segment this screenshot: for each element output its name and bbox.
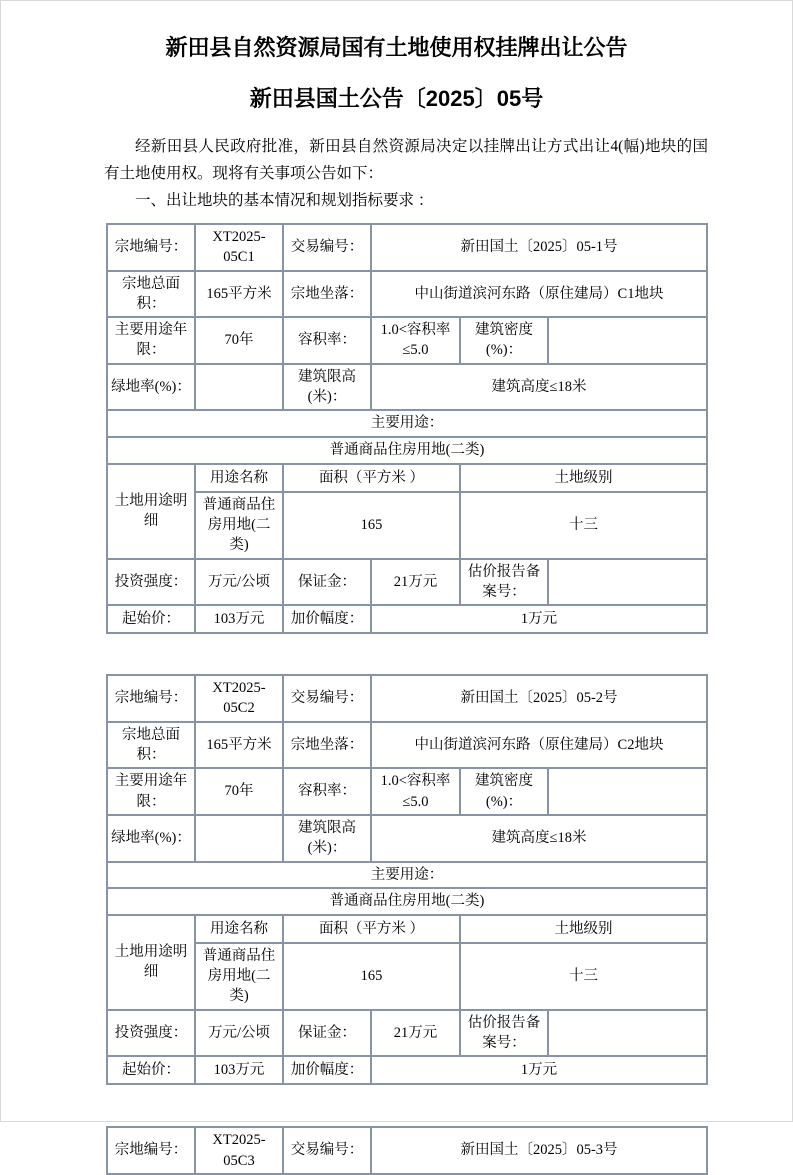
parcel-table-c2 — [106, 674, 708, 1085]
table-row — [107, 605, 707, 633]
height-limit-label: 建筑限高(米)： — [283, 815, 371, 862]
table-row — [107, 1010, 707, 1057]
document-body — [104, 133, 708, 1175]
transaction-no-value: 新田国土〔2025〕05-1号 — [371, 224, 707, 271]
land-grade-header: 土地级别 — [460, 464, 707, 492]
parcel-no-label: 宗地编号： — [107, 1127, 195, 1174]
tenure-label: 主要用途年限： — [107, 317, 195, 364]
start-price-label: 起始价： — [107, 1056, 195, 1084]
table-row — [107, 768, 707, 815]
section-heading: 一、出让地块的基本情况和规划指标要求 ： — [135, 192, 434, 209]
use-detail-label: 土地用途明细 — [107, 915, 195, 1010]
building-density-label: 建筑密度(%)： — [460, 768, 548, 815]
investment-value: 万元/公顷 — [195, 559, 283, 606]
height-limit-value: 建筑高度≤18米 — [371, 815, 707, 862]
table-row — [107, 722, 707, 769]
table-row — [107, 492, 707, 559]
table-row — [107, 1056, 707, 1084]
building-density-value — [548, 768, 707, 815]
table-row — [107, 559, 707, 606]
location-label: 宗地坐落： — [283, 271, 371, 318]
investment-label: 投资强度： — [107, 559, 195, 606]
table-row — [107, 862, 707, 888]
building-density-label: 建筑密度(%)： — [460, 317, 548, 364]
intro-paragraph: 经新田县人民政府批准，新田县自然资源局决定以挂牌出让方式出让4(幅)地块的国有土地使用权。现将有关事项公告如下： — [104, 138, 708, 182]
plot-ratio-label: 容积率： — [283, 768, 371, 815]
plot-ratio-label: 容积率： — [283, 317, 371, 364]
table-row — [107, 437, 707, 464]
location-value: 中山街道滨河东路（原住建局）C2地块 — [371, 722, 707, 769]
transaction-no-label: 交易编号： — [283, 675, 371, 722]
total-area-label: 宗地总面积： — [107, 271, 195, 318]
plot-ratio-value: 1.0<容积率≤5.0 — [371, 317, 460, 364]
table-row — [107, 1127, 707, 1174]
main-use-value-cell: 普通商品住房用地(二类) — [107, 888, 707, 915]
parcel-table-c3-partial — [106, 1126, 708, 1175]
total-area-label: 宗地总面积： — [107, 722, 195, 769]
table-row — [107, 888, 707, 915]
tenure-value: 70年 — [195, 317, 283, 364]
start-price-value: 103万元 — [195, 1056, 283, 1084]
investment-label: 投资强度： — [107, 1010, 195, 1057]
increment-value: 1万元 — [371, 1056, 707, 1084]
tenure-label: 主要用途年限： — [107, 768, 195, 815]
land-grade-value: 十三 — [460, 492, 707, 559]
detail-area-value: 165 — [283, 492, 460, 559]
table-row — [107, 410, 707, 436]
area-header: 面积（平方米 ） — [283, 464, 460, 492]
tenure-value: 70年 — [195, 768, 283, 815]
location-value: 中山街道滨河东路（原住建局）C1地块 — [371, 271, 707, 318]
greening-rate-label: 绿地率(%)： — [107, 815, 195, 862]
table-row — [107, 271, 707, 318]
area-header: 面积（平方米 ） — [283, 915, 460, 943]
main-use-label-cell: 主要用途： — [107, 410, 707, 436]
table-row — [107, 224, 707, 271]
land-grade-header: 土地级别 — [460, 915, 707, 943]
deposit-label: 保证金： — [283, 1010, 371, 1057]
deposit-value: 21万元 — [371, 559, 460, 606]
table-row — [107, 364, 707, 411]
appraisal-no-label: 估价报告备案号： — [460, 559, 548, 606]
increment-value: 1万元 — [371, 605, 707, 633]
parcel-no-value: XT2025-05C2 — [195, 675, 283, 722]
parcel-no-value: XT2025-05C3 — [195, 1127, 283, 1174]
plot-ratio-value: 1.0<容积率≤5.0 — [371, 768, 460, 815]
total-area-value: 165平方米 — [195, 271, 283, 318]
greening-rate-value — [195, 364, 283, 411]
transaction-no-label: 交易编号： — [283, 224, 371, 271]
appraisal-no-label: 估价报告备案号： — [460, 1010, 548, 1057]
land-grade-value: 十三 — [460, 943, 707, 1010]
page-title: 新田县自然资源局国有土地使用权挂牌出让公告 — [165, 35, 628, 60]
height-limit-value: 建筑高度≤18米 — [371, 364, 707, 411]
table-row — [107, 943, 707, 1010]
detail-area-value: 165 — [283, 943, 460, 1010]
parcel-table-c1 — [106, 223, 708, 634]
location-label: 宗地坐落： — [283, 722, 371, 769]
transaction-no-value: 新田国土〔2025〕05-2号 — [371, 675, 707, 722]
start-price-value: 103万元 — [195, 605, 283, 633]
table-row — [107, 317, 707, 364]
main-use-label-cell: 主要用途： — [107, 862, 707, 888]
parcel-no-value: XT2025-05C1 — [195, 224, 283, 271]
greening-rate-value — [195, 815, 283, 862]
deposit-label: 保证金： — [283, 559, 371, 606]
building-density-value — [548, 317, 707, 364]
total-area-value: 165平方米 — [195, 722, 283, 769]
appraisal-no-value — [548, 1010, 707, 1057]
table-row — [107, 815, 707, 862]
start-price-label: 起始价： — [107, 605, 195, 633]
height-limit-label: 建筑限高(米)： — [283, 364, 371, 411]
transaction-no-label: 交易编号： — [283, 1127, 371, 1174]
appraisal-no-value — [548, 559, 707, 606]
use-name-header: 用途名称 — [195, 915, 283, 943]
detail-use-name-value: 普通商品住房用地(二类) — [195, 943, 283, 1010]
page-subtitle: 新田县国土公告〔2025〕05号 — [249, 86, 544, 111]
table-row — [107, 675, 707, 722]
detail-use-name-value: 普通商品住房用地(二类) — [195, 492, 283, 559]
greening-rate-label: 绿地率(%)： — [107, 364, 195, 411]
increment-label: 加价幅度： — [283, 1056, 371, 1084]
deposit-value: 21万元 — [371, 1010, 460, 1057]
table-row — [107, 464, 707, 492]
transaction-no-value: 新田国土〔2025〕05-3号 — [371, 1127, 707, 1174]
main-use-value-cell: 普通商品住房用地(二类) — [107, 437, 707, 464]
parcel-no-label: 宗地编号： — [107, 675, 195, 722]
use-name-header: 用途名称 — [195, 464, 283, 492]
increment-label: 加价幅度： — [283, 605, 371, 633]
use-detail-label: 土地用途明细 — [107, 464, 195, 559]
parcel-no-label: 宗地编号： — [107, 224, 195, 271]
table-row — [107, 915, 707, 943]
investment-value: 万元/公顷 — [195, 1010, 283, 1057]
